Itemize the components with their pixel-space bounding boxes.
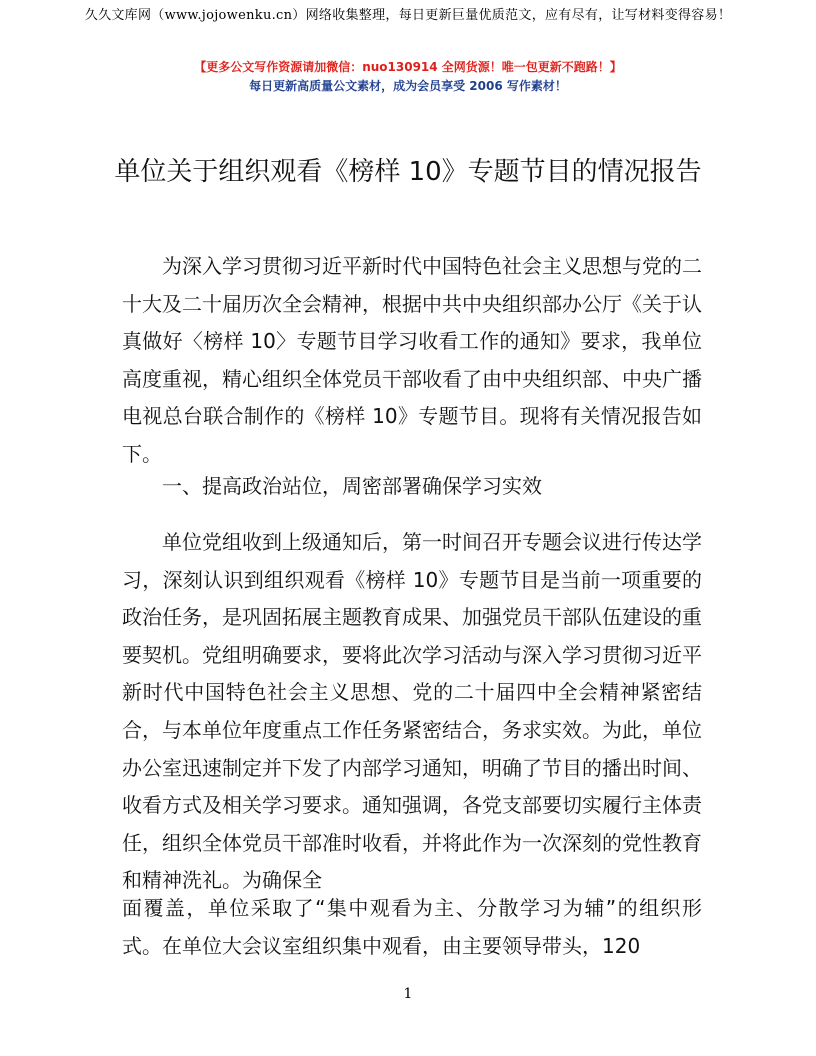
promo-wechat-line: 【更多公文写作资源请加微信：nuo130914 全网货源！唯一包更新不跑路！】 xyxy=(194,60,622,74)
document-body-section-1 xyxy=(122,524,702,900)
document-body-section-intro xyxy=(122,248,702,474)
document-title: 单位关于组织观看《榜样 10》专题节目的情况报告 xyxy=(114,157,702,187)
paragraph-intro: 为深入学习贯彻习近平新时代中国特色社会主义思想与党的二十大及二十届历次全会精神，根据中共中央组织部办公厅《关于认真做好〈榜样 10〉专题节目学习收看工作的通知》要求，我单位高度重视，精心组织全体党员干部收看了由中央组织部、中央广播电视总台联合制作的《榜样 10》专题节目。现将有关情况报告如下。 xyxy=(122,254,702,466)
promo-member-line: 每日更新高质量公文素材，成为会员享受 2006 写作素材！ xyxy=(249,79,567,93)
paragraph-section-1: 单位党组收到上级通知后，第一时间召开专题会议进行传达学习，深刻认识到组织观看《榜样 10》专题节目是当前一项重要的政治任务，是巩固拓展主题教育成果、加强党员干部队伍建设的重要契机。党组明确要求，要将此次学习活动与深入学习贯彻习近平新时代中国特色社会主义思想、党的二十届四中全会精神紧密结合，与本单位年度重点工作任务紧密结合，务求实效。为此，单位办公室迅速制定并下发了内部学习通知，明确了节目的播出时间、收看方式及相关学习要求。通知强调，各党支部要切实履行主体责任，组织全体党员干部准时收看，并将此作为一次深刻的党性教育和精神洗礼。为确保全 xyxy=(122,530,702,893)
paragraph-section-1-continued: 面覆盖，单位采取了“集中观看为主、分散学习为辅”的组织形式。在单位大会议室组织集中观看，由主要领导带头，120 xyxy=(122,896,702,958)
document-body-section-heading xyxy=(122,468,702,506)
page-number: 1 xyxy=(403,986,413,1002)
site-header-text: 久久文库网（www.jojowenku.cn）网络收集整理，每日更新巨量优质范文，应有尽有，让写材料变得容易！ xyxy=(84,8,732,23)
section-heading-1: 一、提高政治站位，周密部署确保学习实效 xyxy=(162,474,542,498)
document-body-section-1-cont xyxy=(122,890,702,965)
